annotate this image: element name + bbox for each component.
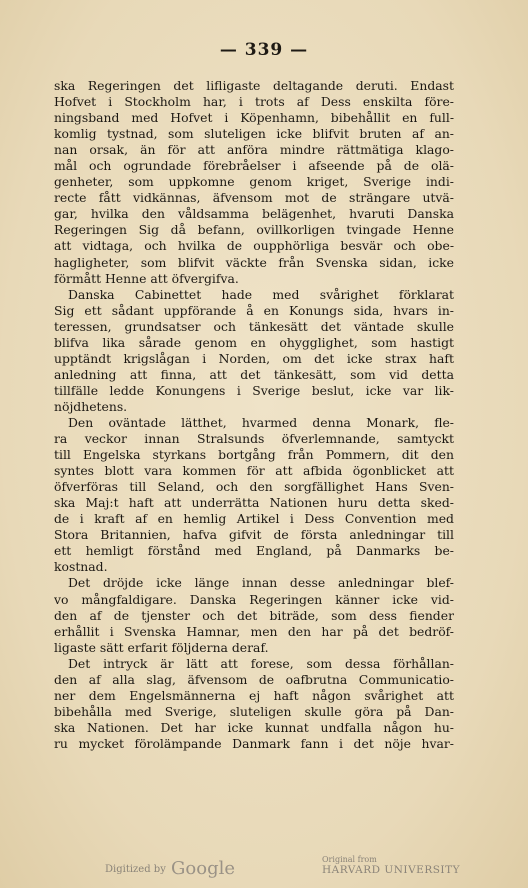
text-line: ner dem Engelsmännerna ej haft någon svårighet att [54, 687, 454, 703]
text-line: ett hemligt förstånd med England, på Danmarks be- [54, 543, 454, 559]
text-line: anledning att finna, att det tänkesätt, som vid detta [54, 366, 454, 382]
text-line: ra veckor innan Stralsunds öfverlemnande, samtyckt [54, 431, 454, 447]
text-line: förmått Henne att öfvergifva. [54, 270, 239, 286]
text-line: Sig ett sådant uppförande å en Konungs sida, hvars in- [54, 302, 454, 318]
harvard-label: HARVARD UNIVERSITY [322, 864, 460, 876]
text-line: hagligheter, som blifvit väckte från Svenska sidan, icke [54, 254, 454, 270]
text-line: gar, hvilka den våldsamma belägenhet, hvaruti Danska [54, 206, 454, 222]
text-line: genheter, som uppkomne genom kriget, Sverige indi- [54, 174, 454, 190]
text-line: teressen, grundsatser och tänkesätt det väntade skulle [54, 318, 454, 334]
text-line: blifva lika sårade genom en ohygglighet, som hastigt [54, 334, 454, 350]
body-text [54, 78, 454, 752]
text-line: den af de tjenster och det biträde, som dess fiender [54, 607, 454, 623]
text-line: öfverföras till Seland, och den sorgfällighet Hans Sven- [54, 479, 454, 495]
text-line: de i kraft af en hemlig Artikel i Dess Convention med [54, 511, 454, 527]
text-line: Det intryck är lätt att forese, som dessa förhållan- [68, 655, 454, 671]
text-line: Regeringen Sig då befann, ovillkorligen tvingade Henne [54, 222, 454, 238]
text-line: bibehålla med Sverige, sluteligen skulle göra på Dan- [54, 703, 454, 719]
text-line: syntes blott vara kommen för att afbida ögonblicket att [54, 463, 454, 479]
text-line: kostnad. [54, 559, 108, 575]
harvard-watermark [322, 855, 460, 875]
text-line: den af alla slag, äfvensom de oafbrutna Communicatio- [54, 671, 454, 687]
text-line: vo mångfaldigare. Danska Regeringen känner icke vid- [54, 591, 454, 607]
text-line: att vidtaga, och hvilka de oupphörliga besvär och obe- [54, 238, 454, 254]
page-number-header: — 339 — [219, 40, 309, 60]
text-line: tillfälle ledde Konungens i Sverige beslut, icke var lik- [54, 382, 454, 398]
text-line: ska Nationen. Det har icke kunnat undfalla någon hu- [54, 719, 454, 735]
text-line: Den oväntade lätthet, hvarmed denna Monark, fle- [68, 414, 454, 430]
text-line: nan orsak, än för att anföra mindre rättmätiga klago- [54, 142, 454, 158]
digitized-by-google-watermark [105, 858, 235, 879]
text-line: Danska Cabinettet hade med svårighet förklarat [68, 286, 454, 302]
text-line: recte fått vidkännas, äfvensom mot de strängare utvä- [54, 190, 454, 206]
original-from-label: Original from [322, 855, 377, 864]
text-line: upptändt krigslågan i Norden, om det icke strax haft [54, 350, 454, 366]
text-line: till Engelska styrkans bortgång från Pommern, dit den [54, 447, 454, 463]
text-line: ningsband med Hofvet i Köpenhamn, bibehållit en full- [54, 110, 454, 126]
text-line: Det dröjde icke länge innan desse anledningar blef- [68, 575, 454, 591]
text-line: ligaste sätt erfarit följderna deraf. [54, 639, 269, 655]
text-line: ru mycket förolämpande Danmark fann i det nöje hvar- [54, 735, 454, 751]
google-logo-text: Google [171, 858, 236, 879]
text-line: ska Regeringen det lifligaste deltagande deruti. Endast [54, 78, 454, 93]
text-line: erhållit i Svenska Hamnar, men den har på det bedröf- [54, 623, 454, 639]
text-line: Hofvet i Stockholm har, i trots af Dess enskilta före- [54, 94, 454, 110]
text-line: Stora Britannien, hafva gifvit de första anledningar till [54, 527, 454, 543]
text-line: mål och ogrundade förebråelser i afseende på de olä- [54, 158, 454, 174]
digitized-by-label: Digitized by [105, 864, 166, 875]
text-line: komlig tystnad, som sluteligen icke blifvit bruten af an- [54, 126, 454, 142]
text-line: ska Maj:t haft att underrätta Nationen huru detta sked- [54, 495, 454, 511]
text-line: nöjdhetens. [54, 398, 128, 414]
